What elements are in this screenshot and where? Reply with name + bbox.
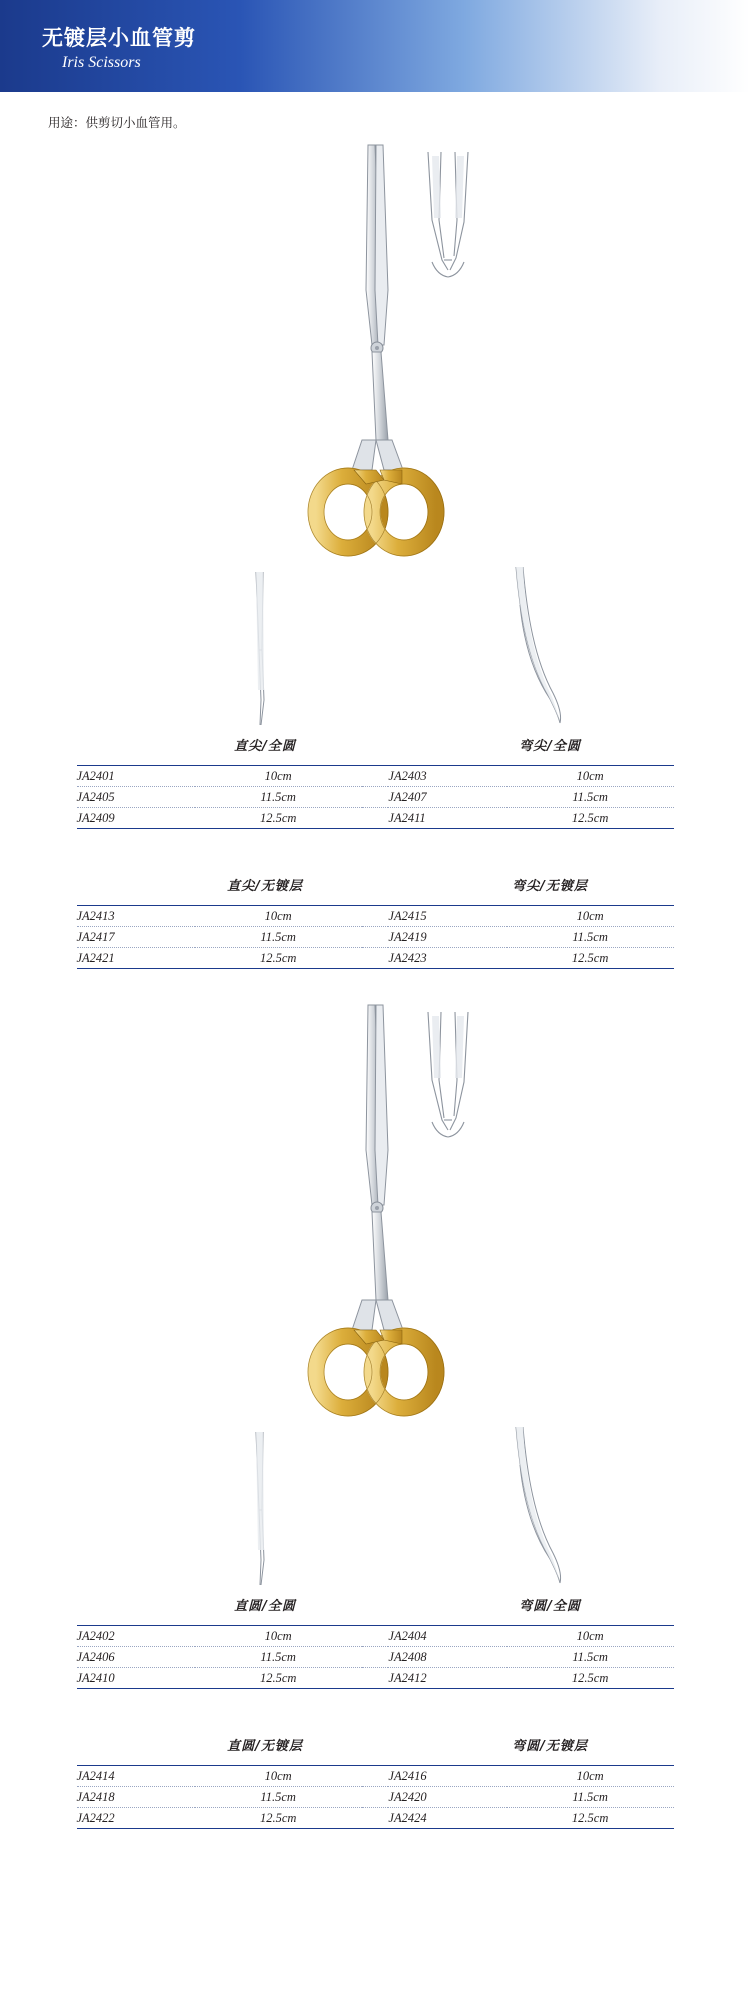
variant-heading-left: 直圆/全圆 [234,1599,296,1614]
column-gap [362,1647,389,1668]
variant-heading-right: 弯圆/全圆 [519,1599,581,1614]
product-size: 12.5cm [259,1810,297,1825]
tip-profile-curved-icon [490,565,580,730]
column-gap [362,808,389,829]
product-code: JA2401 [77,766,195,787]
code-table-1 [77,765,674,829]
variant-headings-3 [0,1595,750,1625]
product-size: 11.5cm [507,787,674,808]
product-code: JA2405 [77,787,195,808]
usage-note: 用途：供剪切小血管用。 [48,115,186,130]
table-row [77,766,674,787]
product-code: JA2420 [388,1787,506,1808]
page-header [0,0,750,92]
variant-heading-left: 直尖/无镀层 [227,879,303,894]
product-size: 12.5cm [571,810,609,825]
block-spacer [0,1689,750,1735]
product-code: JA2404 [388,1626,506,1647]
product-size: 10cm [507,906,674,927]
table-row [77,1787,674,1808]
product-size: 10cm [195,1766,362,1787]
product-size: 11.5cm [195,1647,362,1668]
product-code: JA2409 [76,810,115,825]
variant-headings-4 [0,1735,750,1765]
column-gap [362,787,389,808]
product-code: JA2406 [77,1647,195,1668]
product-size: 12.5cm [259,950,297,965]
product-code: JA2411 [388,810,426,825]
product-section-blunt [0,1000,750,1829]
table-row [77,787,674,808]
product-size: 10cm [507,1766,674,1787]
product-code: JA2416 [388,1766,506,1787]
block-spacer [0,829,750,875]
product-section-pointed [0,140,750,969]
variant-block-4 [0,1735,750,1829]
product-code: JA2422 [76,1810,115,1825]
product-size: 10cm [507,1626,674,1647]
variant-headings-2 [0,875,750,905]
product-size: 12.5cm [259,1670,297,1685]
table-row [77,1647,674,1668]
code-table-2 [77,905,674,969]
product-size: 12.5cm [571,1670,609,1685]
product-code: JA2417 [77,927,195,948]
column-gap [362,927,389,948]
product-code: JA2415 [388,906,506,927]
product-size: 12.5cm [571,950,609,965]
product-code: JA2419 [388,927,506,948]
tip-profile-straight-icon [215,570,305,730]
table-row [77,1626,674,1647]
table-row [77,1668,674,1689]
variant-heading-left: 直圆/无镀层 [227,1739,303,1754]
tip-profile-curved-blunt-icon [490,1425,580,1590]
variant-block-3 [0,1595,750,1689]
illustration-group-2 [0,1000,750,1595]
product-size: 12.5cm [571,1810,609,1825]
column-gap [362,948,389,969]
product-size: 11.5cm [507,1647,674,1668]
column-gap [362,1808,389,1829]
column-gap [362,1626,389,1647]
product-code: JA2407 [388,787,506,808]
product-code: JA2423 [388,950,427,965]
column-gap [362,766,389,787]
product-size: 11.5cm [507,1787,674,1808]
product-size: 11.5cm [507,927,674,948]
table-row [77,1766,674,1787]
product-code: JA2412 [388,1670,427,1685]
column-gap [362,1787,389,1808]
column-gap [362,1668,389,1689]
variant-headings-1 [0,735,750,765]
product-size: 10cm [195,1626,362,1647]
product-size: 10cm [195,906,362,927]
table-row [77,927,674,948]
variant-heading-right: 弯尖/无镀层 [512,879,588,894]
table-row [77,1808,674,1829]
code-table-3 [77,1625,674,1689]
table-row [77,906,674,927]
product-size: 11.5cm [195,927,362,948]
column-gap [362,1766,389,1787]
product-size: 11.5cm [195,1787,362,1808]
scissors-main-illustration [280,1000,470,1540]
product-code: JA2414 [77,1766,195,1787]
product-size: 12.5cm [259,810,297,825]
column-gap [362,906,389,927]
tip-profile-straight-blunt-icon [215,1430,305,1590]
scissors-main-illustration [280,140,470,680]
product-code: JA2410 [76,1670,115,1685]
variant-heading-right: 弯圆/无镀层 [512,1739,588,1754]
product-code: JA2402 [77,1626,195,1647]
product-code: JA2408 [388,1647,506,1668]
product-size: 10cm [195,766,362,787]
code-table-4 [77,1765,674,1829]
product-code: JA2424 [388,1810,427,1825]
product-size: 11.5cm [195,787,362,808]
product-size: 10cm [507,766,674,787]
page-subtitle: Iris Scissors [62,54,141,71]
product-code: JA2418 [77,1787,195,1808]
variant-block-1 [0,735,750,829]
variant-block-2 [0,875,750,969]
product-code: JA2403 [388,766,506,787]
table-row [77,948,674,969]
variant-heading-right: 弯尖/全圆 [519,739,581,754]
variant-heading-left: 直尖/全圆 [234,739,296,754]
product-code: JA2421 [76,950,115,965]
table-row [77,808,674,829]
illustration-group-1 [0,140,750,735]
product-code: JA2413 [77,906,195,927]
page-title: 无镀层小血管剪 [42,26,196,50]
